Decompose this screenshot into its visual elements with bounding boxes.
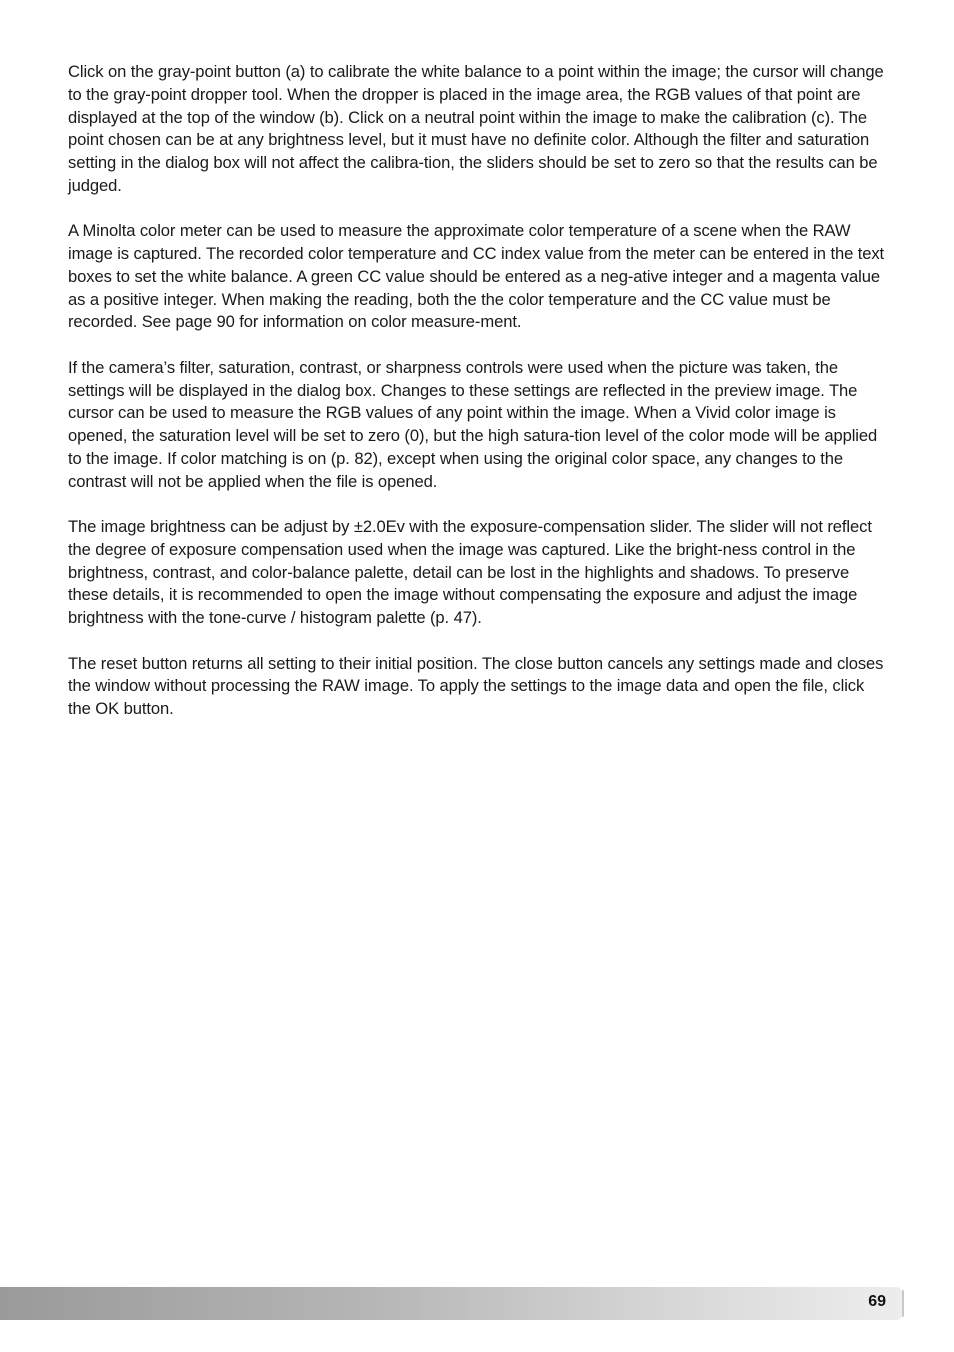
paragraph-camera-settings: If the camera’s filter, saturation, contrast, or sharpness controls were used when the picture was taken, the settings will be displayed in the dialog box. Changes to these settings are reflected in the preview image. The cursor can be used to measure the RGB values of any point within the image. When a Vivid color image is opened, the saturation level will be set to zero (0), but the high satura-tion level of the color mode will be applied to the image. If color matching is on (p. 82), except when using the original color space, any changes to the contrast will not be applied when the file is opened. bbox=[68, 357, 878, 491]
body-text bbox=[68, 61, 890, 743]
paragraph-reset-close-ok: The reset button returns all setting to their initial position. The close button cancels any settings made and closes the window without processing the RAW image. To apply the settings to the image data and open the file, click the OK button. bbox=[68, 653, 884, 719]
page-number: 69 bbox=[868, 1293, 886, 1310]
footer-bar bbox=[0, 1287, 902, 1320]
paragraph-color-meter: A Minolta color meter can be used to measure the approximate color temperature of a scene when the RAW image is captured. The recorded color temperature and CC index value from the meter can be entered in the text boxes to set the white balance. A green CC value should be entered as a neg-ative integer and a magenta value as a positive integer. When making the reading, both the the color temperature and the CC value must be recorded. See page 90 for information on color measure-ment. bbox=[68, 221, 885, 332]
paragraph-gray-point: Click on the gray-point button (a) to calibrate the white balance to a point within the image; the cursor will change to the gray-point dropper tool. When the dropper is placed in the image area, the RGB values of that point are displayed at the top of the window (b). Click on a neutral point within the image to make the calibration (c). The point chosen can be at any brightness level, but it must have no definite color. Although the filter and saturation setting in the dialog box will not affect the calibra-tion, the sliders should be set to zero so that the results can be judged. bbox=[68, 62, 884, 195]
paragraph-exposure-compensation: The image brightness can be adjust by ±2.0Ev with the exposure-compensation slider. The slider will not reflect the degree of exposure compensation used when the image was captured. Like the bright-ness control in the brightness, contrast, and color-balance palette, detail can be lost in the highlights and shadows. To preserve these details, it is recommended to open the image without compensating the exposure and adjust the image brightness with the tone-curve / histogram palette (p. 47). bbox=[68, 517, 872, 628]
